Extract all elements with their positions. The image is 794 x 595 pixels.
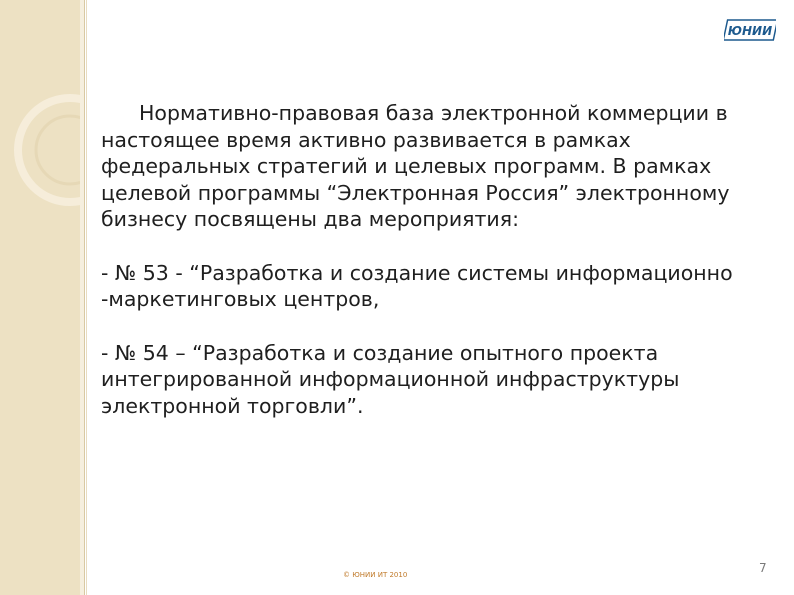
list-item-54: - № 54 – “Разработка и создание опытного проекта интегрированной информационной инфраструктуры электронной торговли”. bbox=[101, 340, 680, 418]
decorative-circles bbox=[0, 0, 80, 595]
band-divider bbox=[86, 0, 87, 595]
logo-text: ЮНИИ bbox=[727, 24, 773, 38]
decorative-side-band bbox=[0, 0, 80, 595]
page-number: 7 bbox=[759, 561, 767, 575]
company-logo bbox=[724, 18, 776, 42]
intro-paragraph: Нормативно-правовая база электронной коммерции в настоящее время активно развивается в рамках федеральных стратегий и целевых программ. В рамках целевой программы “Электронная Россия” электронному бизнесу посвящены два мероприятия: bbox=[101, 101, 730, 231]
band-edge bbox=[80, 0, 85, 595]
footer-copyright: © ЮНИИ ИТ 2010 bbox=[343, 571, 408, 579]
slide-body bbox=[101, 100, 761, 419]
list-item-53: - № 53 - “Разработка и создание системы информационно -маркетинговых центров, bbox=[101, 260, 733, 311]
